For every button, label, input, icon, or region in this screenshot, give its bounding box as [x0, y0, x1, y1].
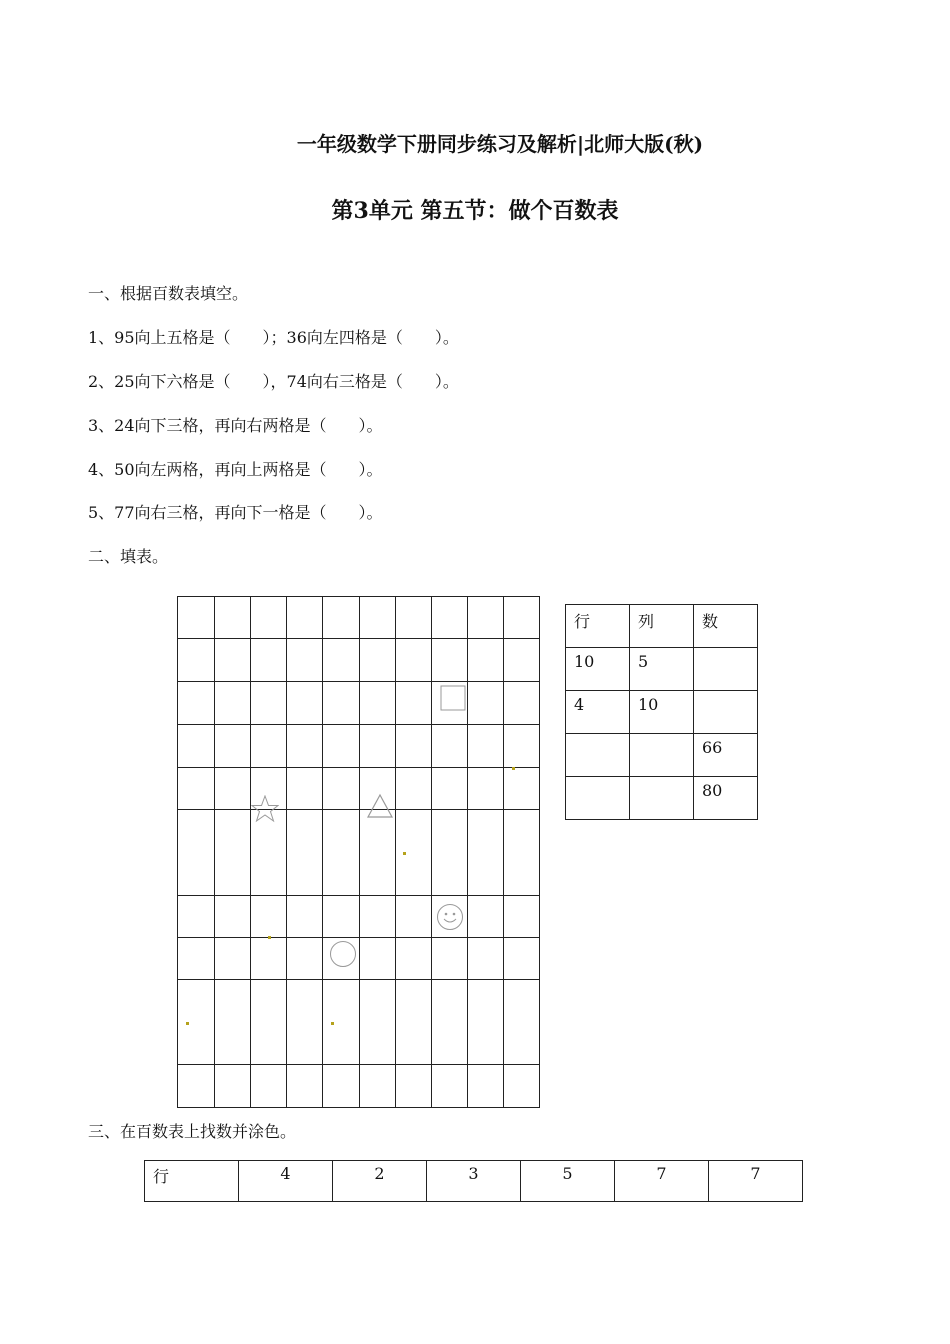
section-subtitle: 第3单元 第五节：做个百数表: [331, 198, 619, 224]
table-cell: [630, 777, 694, 820]
marker-dot: [268, 936, 271, 939]
question-2: 2、25向下六格是（ ），74向右三格是（ ）。: [88, 372, 459, 391]
table-cell: 80: [694, 777, 758, 820]
table-cell: 10: [630, 691, 694, 734]
table-row: [566, 734, 758, 777]
question-5: 5、77向右三格，再向下一格是（ ）。: [88, 503, 383, 522]
table-cell: [694, 691, 758, 734]
question-4: 4、50向左两格，再向上两格是（ ）。: [88, 460, 383, 479]
star-icon: [251, 795, 279, 823]
header-cell: 行: [566, 605, 630, 648]
question-1: 1、95向上五格是（ ）；36向左四格是（ ）。: [88, 328, 459, 347]
document-title: 一年级数学下册同步练习及解析|北师大版(秋): [296, 132, 704, 156]
square-icon: [440, 685, 466, 711]
table-cell: 4: [566, 691, 630, 734]
table-row: [566, 648, 758, 691]
table-cell: 3: [427, 1161, 521, 1202]
table-cell: 7: [615, 1161, 709, 1202]
question-3: 3、24向下三格，再向右两格是（ ）。: [88, 416, 383, 435]
table-row: [566, 691, 758, 734]
table-row: [145, 1161, 803, 1202]
table-cell: 7: [709, 1161, 803, 1202]
smiley-icon: [436, 903, 464, 931]
hundred-chart-grid: [177, 596, 540, 1108]
table-cell: 2: [333, 1161, 427, 1202]
color-find-table: [144, 1160, 803, 1202]
marker-dot: [512, 767, 515, 770]
header-cell: 数: [694, 605, 758, 648]
table-cell: 66: [694, 734, 758, 777]
marker-dot: [331, 1022, 334, 1025]
table-header-row: [566, 605, 758, 648]
table-cell: 5: [630, 648, 694, 691]
table-cell: [566, 777, 630, 820]
section1-heading: 一、根据百数表填空。: [88, 284, 249, 303]
header-cell: 列: [630, 605, 694, 648]
circle-icon: [329, 940, 357, 968]
table-cell: 4: [239, 1161, 333, 1202]
table-row: [566, 777, 758, 820]
section2-heading: 二、填表。: [88, 547, 169, 566]
table-cell: [566, 734, 630, 777]
section3-heading: 三、在百数表上找数并涂色。: [88, 1122, 297, 1141]
row-column-table: [565, 604, 758, 820]
triangle-icon: [366, 793, 394, 819]
row-label-cell: 行: [145, 1161, 239, 1202]
marker-dot: [186, 1022, 189, 1025]
table-cell: [630, 734, 694, 777]
marker-dot: [403, 852, 406, 855]
table-cell: 10: [566, 648, 630, 691]
table-cell: [694, 648, 758, 691]
table-cell: 5: [521, 1161, 615, 1202]
